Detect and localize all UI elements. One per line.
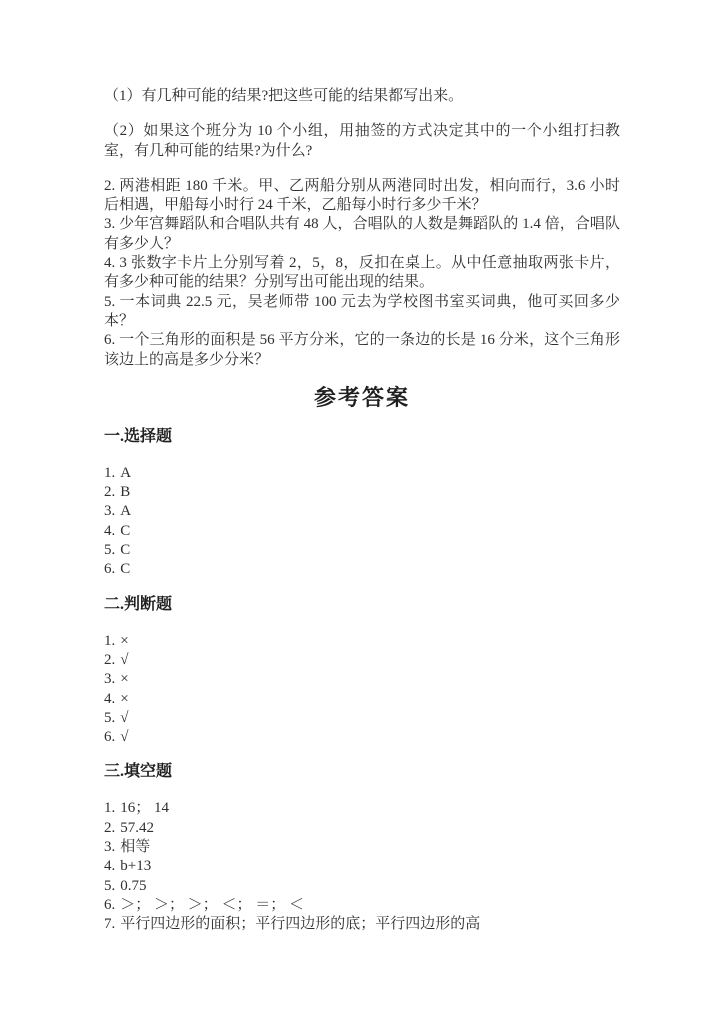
answer-number: 4.: [104, 858, 116, 875]
answer-number: 5.: [104, 877, 116, 894]
answer-number: 5.: [104, 709, 116, 726]
answer-value: ×: [120, 690, 129, 707]
word-problem-3: 3. 少年宫舞蹈队和合唱队共有 48 人，合唱队的人数是舞蹈队的 1.4 倍，合唱队有多少人？: [104, 216, 620, 252]
answer-number: 3.: [104, 503, 116, 520]
answer-value: C: [120, 561, 131, 578]
word-problem-6: 6. 一个三角形的面积是 56 平方分米，它的一条边的长是 16 分米，这个三角形该边上的高是多少分米？: [104, 332, 620, 368]
answer-number: 6.: [104, 561, 116, 578]
blank-answer-item: [104, 838, 620, 857]
section-true-false: [104, 595, 620, 748]
answer-value: √: [120, 709, 129, 726]
answer-value: C: [120, 522, 131, 539]
judge-answer-item: [104, 690, 620, 709]
answer-value: B: [120, 484, 131, 501]
answer-number: 1.: [104, 800, 116, 817]
word-problem-5: 5. 一本词典 22.5 元，吴老师带 100 元去为学校图书室买词典，他可买回多少本？: [104, 293, 620, 329]
answer-value: 平行四边形的面积；平行四边形的底；平行四边形的高: [120, 916, 481, 933]
section-fill-in-blank: [104, 762, 620, 934]
answer-number: 4.: [104, 690, 116, 707]
judge-answer-item: [104, 670, 620, 689]
judge-answer-item: [104, 709, 620, 728]
blank-answer-item: [104, 877, 620, 896]
word-problem-4: 4. 3 张数字卡片上分别写着 2，5，8，反扣在桌上。从中任意抽取两张卡片，有多少种可能的结果？分别写出可能出现的结果。: [104, 255, 620, 291]
answer-value: √: [120, 729, 129, 746]
word-problem-2: 2. 两港相距 180 千米。甲、乙两船分别从两港同时出发，相向而行，3.6 小时后相遇，甲船每小时行 24 千米，乙船每小时行多少千米？: [104, 177, 620, 214]
blank-answer-item: [104, 857, 620, 876]
section-heading-multiple-choice: 一.选择题: [104, 427, 173, 445]
answer-number: 2.: [104, 484, 116, 501]
answer-number: 1.: [104, 464, 116, 481]
answer-value: ×: [120, 632, 129, 649]
answer-key-title: 参考答案: [313, 384, 410, 410]
answer-value: C: [120, 542, 131, 559]
answer-number: 2.: [104, 819, 116, 836]
answer-value: 相等: [120, 839, 151, 856]
judge-answer-item: [104, 632, 620, 651]
answer-number: 4.: [104, 522, 116, 539]
answer-value: A: [120, 503, 132, 520]
multiple-choice-answers: [104, 464, 620, 580]
judge-answer-item: [104, 651, 620, 670]
answer-value: ＞； ＞； ＞； ＜； ＝； ＜: [120, 896, 305, 913]
answer-value: √: [120, 651, 129, 668]
sub-question-1: （1）有几种可能的结果?把这些可能的结果都写出来。: [104, 88, 464, 104]
answer-value: 0.75: [120, 877, 147, 894]
choice-answer-item: [104, 502, 620, 521]
choice-answer-item: [104, 483, 620, 502]
choice-answer-item: [104, 560, 620, 579]
answer-number: 3.: [104, 671, 116, 688]
blank-answer-item: [104, 799, 620, 818]
answer-number: 6.: [104, 896, 116, 913]
answer-value: A: [120, 464, 132, 481]
section-heading-fill-in-blank: 三.填空题: [104, 763, 173, 781]
answer-number: 3.: [104, 839, 116, 856]
blank-answer-item: [104, 819, 620, 838]
answer-number: 7.: [104, 916, 116, 933]
answer-value: 57.42: [120, 819, 154, 836]
answer-value: b+13: [120, 858, 152, 875]
choice-answer-item: [104, 464, 620, 483]
blank-answer-item: [104, 896, 620, 915]
answer-number: 1.: [104, 632, 116, 649]
word-problems-block: [104, 177, 620, 370]
sub-question-2: （2）如果这个班分为 10 个小组，用抽签的方式决定其中的一个小组打扫教室，有几种可能的结果?为什么?: [104, 123, 620, 159]
true-false-answers: [104, 632, 620, 748]
answer-value: 16； 14: [120, 800, 170, 817]
choice-answer-item: [104, 541, 620, 560]
judge-answer-item: [104, 728, 620, 747]
answer-value: ×: [120, 671, 129, 688]
answer-number: 2.: [104, 651, 116, 668]
choice-answer-item: [104, 522, 620, 541]
section-heading-true-false: 二.判断题: [104, 595, 173, 613]
blank-answer-item: [104, 915, 620, 934]
fill-in-blank-answers: [104, 799, 620, 934]
section-multiple-choice: [104, 427, 620, 580]
answer-number: 6.: [104, 729, 116, 746]
answer-number: 5.: [104, 542, 116, 559]
